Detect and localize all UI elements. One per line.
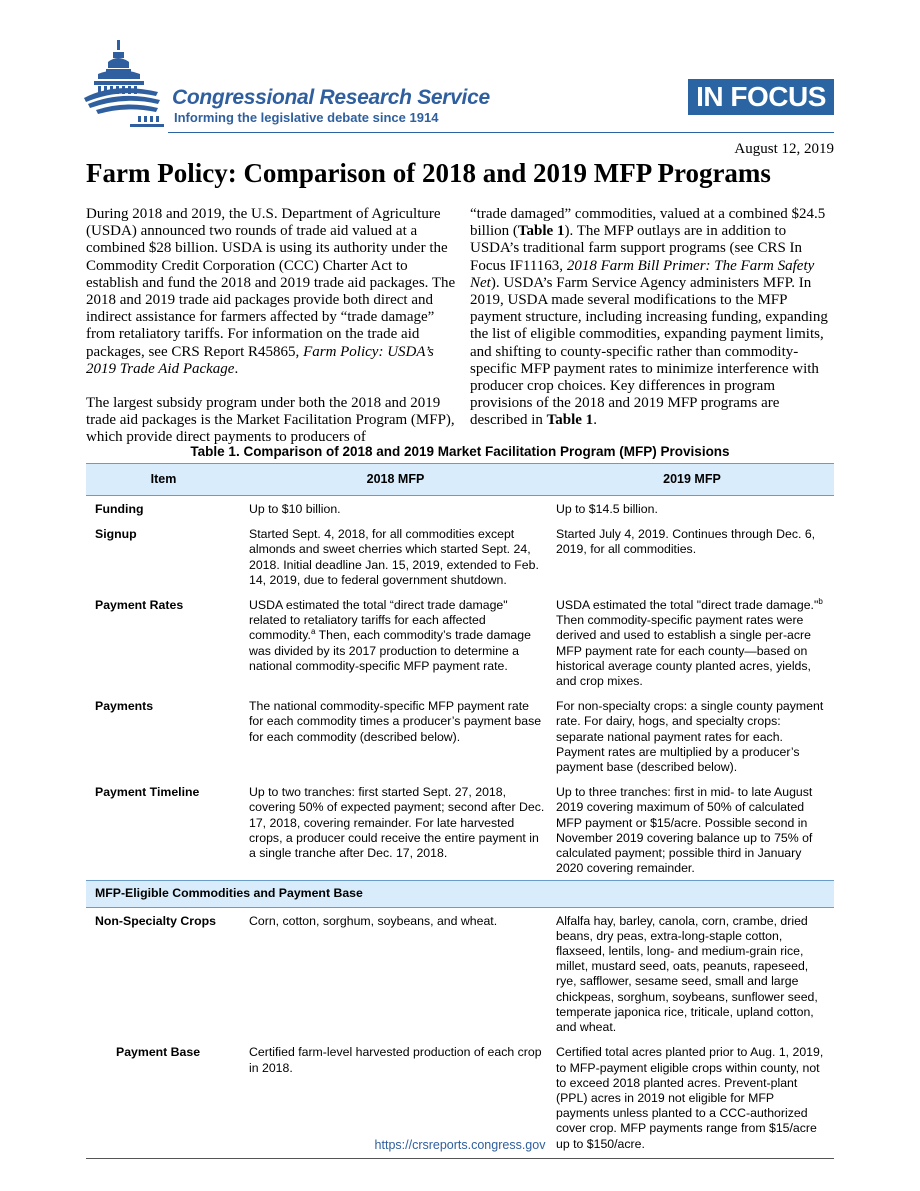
cell-2018: The national commodity-specific MFP payment rate for each commodity times a producer’s payment base for each commodity (described below). [249,699,542,744]
table-row-payment-timeline [86,779,834,881]
table-row-signup [86,521,834,592]
table-row-payments [86,693,834,779]
cell-2018: Up to $10 billion. [249,502,341,516]
intro-paragraph-1 [86,206,456,378]
cell-2019: For non-specialty crops: a single county payment rate. For dairy, hogs, and specialty crops: separate national payment rates for each. Payment rates are multiplied by a producer’s payment base (described below). [556,699,824,775]
column-header-2019: 2019 MFP [550,464,834,496]
org-name: Congressional Research Service [172,86,490,109]
intro-text: The largest subsidy program under both the 2018 and 2019 trade aid packages is the Market Facilitation Program (MFP), which provide direct payments to producers of [86,395,455,446]
header-divider [168,132,834,133]
cell-text: Then, each commodity’s trade damage was divided by its 2017 production to determine a national commodity-specific MFP payment rate. [249,628,531,673]
table-row-non-specialty-crops [86,907,834,1039]
footer-link[interactable]: https://crsreports.congress.gov [374,1138,546,1152]
in-focus-badge: IN FOCUS [688,79,834,115]
row-label: Non-Specialty Crops [95,913,216,928]
footnote-marker-a: a [310,627,316,637]
table-row-payment-rates [86,592,834,693]
cell-2019: Up to three tranches: first in mid- to late August 2019 covering maximum of 50% of calculated MFP payment or $15/acre. Possible second in November 2019 covering balance up to 75% of calculated payment; possible third in January 2020 covering remainder. [556,785,813,876]
publication-date: August 12, 2019 [734,141,834,157]
row-label: Funding [95,502,144,516]
cell-2019: Up to $14.5 billion. [556,502,658,516]
intro-text: During 2018 and 2019, the U.S. Department of Agriculture (USDA) announced two rounds of trade aid valued at a combined $28 billion. USDA is using its authority under the Commodity Credit Corporation (CCC) Charter Act to establish and fund the 2018 and 2019 trade aid packages. The 2018 and 2019 trade aid packages provide both direct and indirect assistance for farmers affected by “trade damage” from retaliatory tariffs. For information on the trade aid packages, see CRS Report R45865, [86,206,456,360]
table-reference: Table 1 [517,223,565,240]
cell-2018: Up to two tranches: first started Sept. 27, 2018, covering 50% of expected payment; second after Dec. 17, 2018, covering remainder. For late harvested crops, a producer could receive the entire payment in a single tranche after Dec. 17, 2018. [249,785,545,861]
intro-text-end: . [234,360,239,377]
cell-text: USDA estimated the total “direct trade damage" related to retaliatory tariffs for each affected commodity. [249,598,508,643]
footnote-marker-b: b [818,596,823,606]
org-tagline: Informing the legislative debate since 1914 [174,110,439,125]
table-reference: Table 1 [546,412,594,429]
cell-2018 [241,592,550,693]
report-title-italic: Farm Policy: USDA’s 2019 Trade Aid Package [86,343,434,377]
row-label: Payment Rates [95,598,184,613]
intro-text-end: . [593,412,597,429]
intro-column-right [470,206,836,447]
intro-text: “trade damaged” commodities, valued at a combined $24.5 billion ( [470,206,826,240]
page-header [0,0,920,140]
table-section-header [86,881,834,907]
cell-2018: Corn, cotton, sorghum, soybeans, and wheat. [249,913,498,928]
page-title: Farm Policy: Comparison of 2018 and 2019 MFP Programs [86,158,771,188]
cell-2019 [550,592,834,693]
column-header-item: Item [86,464,241,496]
row-label: Payment Base [86,1039,241,1158]
cell-text: USDA estimated the total "direct trade damage." [556,598,819,613]
section-title: MFP-Eligible Commodities and Payment Base [86,881,834,907]
intro-paragraph-2-continued [470,206,836,430]
row-label: Signup [95,527,137,542]
intro-text: ). USDA’s Farm Service Agency administers MFP. In 2019, USDA made several modifications to the MFP payment structure, including increasing funding, expanding the list of eligible commodities, expanding payment limits, and shifting to county-specific rather than commodity-specific MFP payment rates to minimize interference with producer crop choices. Key differences in program provisions of the 2018 and 2019 MFP programs are described in [470,274,828,429]
mfp-comparison-table [86,463,834,1159]
cell-2019: Alfalfa hay, barley, canola, corn, crambe, dried beans, dry peas, extra-long-staple cotton, flaxseed, lentils, long- and medium-grain rice, millet, mustard seed, oats, peanuts, rapeseed, rye, safflower, sesame seed, small and large chickpeas, sorghum, soybeans, sunflower seed, temperate japonica rice, triticale, upland cotton, and wheat. [556,913,818,1035]
capitol-dome-logo-icon [84,40,166,130]
cell-2018: Started Sept. 4, 2018, for all commodities except almonds and sweet cherries which started Sept. 24, 2018. Initial deadline Jan. 15, 2019, extended to Feb. 14, 2019, due to federal government shutdown. [249,527,539,587]
cell-2019: Certified total acres planted prior to Aug. 1, 2019, to MFP-payment eligible crops within county, not to exceed 2018 planted acres. Prevent-plant (PPL) acres in 2019 not eligible for MFP payments unless planted to a CCC-authorized cover crop. MFP payments range from $15/acre up to $150/acre. [550,1039,834,1158]
cell-2018: Certified farm-level harvested production of each crop in 2018. [241,1039,550,1158]
row-label: Payments [95,699,154,714]
row-label: Payment Timeline [95,785,200,800]
table-row-funding [86,496,834,522]
intro-paragraph-2 [86,395,456,447]
table-header-row [86,464,834,496]
intro-text: ). The MFP outlays are in addition to USDA’s traditional farm support programs (see CRS In Focus IF11163, [470,223,803,274]
intro-column-left [86,206,456,464]
table-caption: Table 1. Comparison of 2018 and 2019 Market Facilitation Program (MFP) Provisions [190,444,730,459]
cell-text: Then commodity-specific payment rates were derived and used to establish a single per-acre MFP payment rate for each county—based on historical average county planted acres, yields, and crop mixes. [556,613,811,689]
column-header-2018: 2018 MFP [241,464,550,496]
report-title-italic: 2018 Farm Bill Primer: The Farm Safety Net [470,257,815,291]
cell-2019: Started July 4, 2019. Continues through Dec. 6, 2019, for all commodities. [556,527,816,557]
